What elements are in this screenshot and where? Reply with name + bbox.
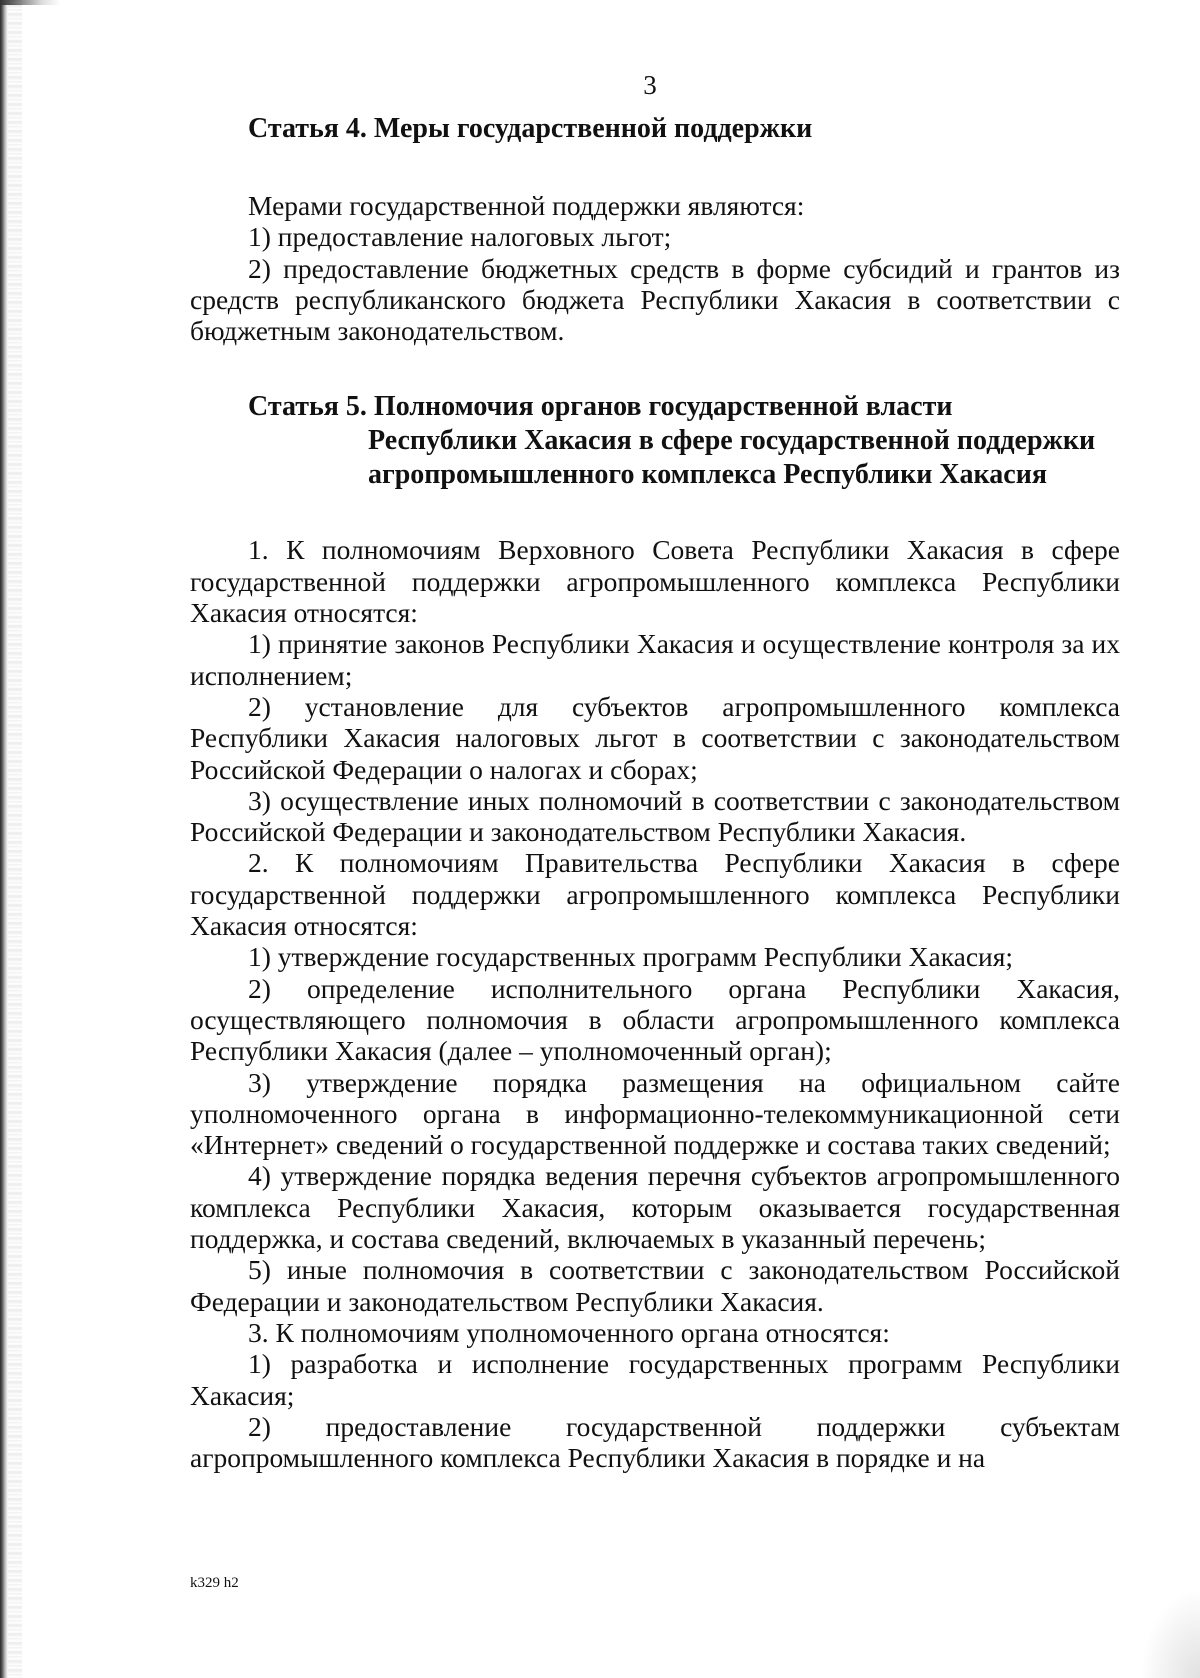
article-4-paragraph: 1) предоставление налоговых льгот; [248,221,672,253]
article-5-paragraph: 1) утверждение государственных программ Республики Хакасия; [248,941,1014,973]
article-5-paragraph: 2) установление для субъектов агропромышленного комплекса Республики Хакасия налоговых льгот в соответствии с законодательством Российской Федерации о налогах и сборах; [190,690,1120,785]
article-4-heading: Статья 4. Меры государственной поддержки [248,113,813,144]
article-5-paragraph: 3) осуществление иных полномочий в соответствии с законодательством Российской Федерации и законодательством Республики Хакасия. [190,784,1120,848]
article-5-heading [248,390,1120,492]
article-5-paragraph: 5) иные полномочия в соответствии с законодательством Российской Федерации и законодательством Республики Хакасия. [190,1254,1120,1317]
article-4-text [190,190,1120,346]
article-5-paragraph: 2) предоставление государственной поддержки субъектам агропромышленного комплекса Республики Хакасия в порядке и на [190,1410,1120,1474]
document-body [190,112,1120,1473]
article-5-paragraph: 3) утверждение порядка размещения на официальном сайте уполномоченного органа в информационно-телекоммуникационной сети «Интернет» сведений о государственной поддержке и состава таких сведений; [190,1066,1120,1161]
article-5-heading-line2: Республики Хакасия в сфере государственной поддержки [368,425,1096,457]
scan-binding-edge [0,0,8,1678]
article-5-paragraph: 2) определение исполнительного органа Республики Хакасия, осуществляющего полномочия в области агропромышленного комплекса Республики Хакасия (далее – уполномоченный орган); [190,972,1120,1067]
article-5-heading-line1: Статья 5. Полномочия органов государственной власти [248,391,953,423]
article-5-heading-line3: агропромышленного комплекса Республики Хакасия [368,459,1047,491]
article-4-paragraph: 2) предоставление бюджетных средств в форме субсидий и грантов из средств республиканского бюджета Республики Хакасия в соответствии с бюджетным законодательством. [190,252,1120,347]
article-4-paragraph: Мерами государственной поддержки являются: [248,190,805,221]
scan-corner-shadow [1140,1588,1200,1678]
article-5-paragraph: 4) утверждение порядка ведения перечня субъектов агропромышленного комплекса Республики Хакасия, которым оказывается государственная поддержка, и состава сведений, включаемых в указанный перечень; [190,1160,1120,1255]
article-5-paragraph: 3. К полномочиям уполномоченного органа относятся: [248,1316,890,1348]
scan-noise-strip [8,0,22,1678]
article-5-paragraph: 1. К полномочиям Верховного Совета Республики Хакасия в сфере государственной поддержки агропромышленного комплекса Республики Хакасия относятся: [190,534,1120,629]
page-number: 3 [643,70,657,100]
article-5-text [190,534,1120,1473]
article-5-paragraph: 2. К полномочиям Правительства Республики Хакасия в сфере государственной поддержки агропромышленного комплекса Республики Хакасия относятся: [190,847,1120,942]
article-5-paragraph: 1) разработка и исполнение государственных программ Республики Хакасия; [190,1348,1120,1411]
article-5-paragraph: 1) принятие законов Республики Хакасия и осуществление контроля за их исполнением; [190,628,1120,691]
footer-document-code: k329 h2 [190,1575,239,1591]
